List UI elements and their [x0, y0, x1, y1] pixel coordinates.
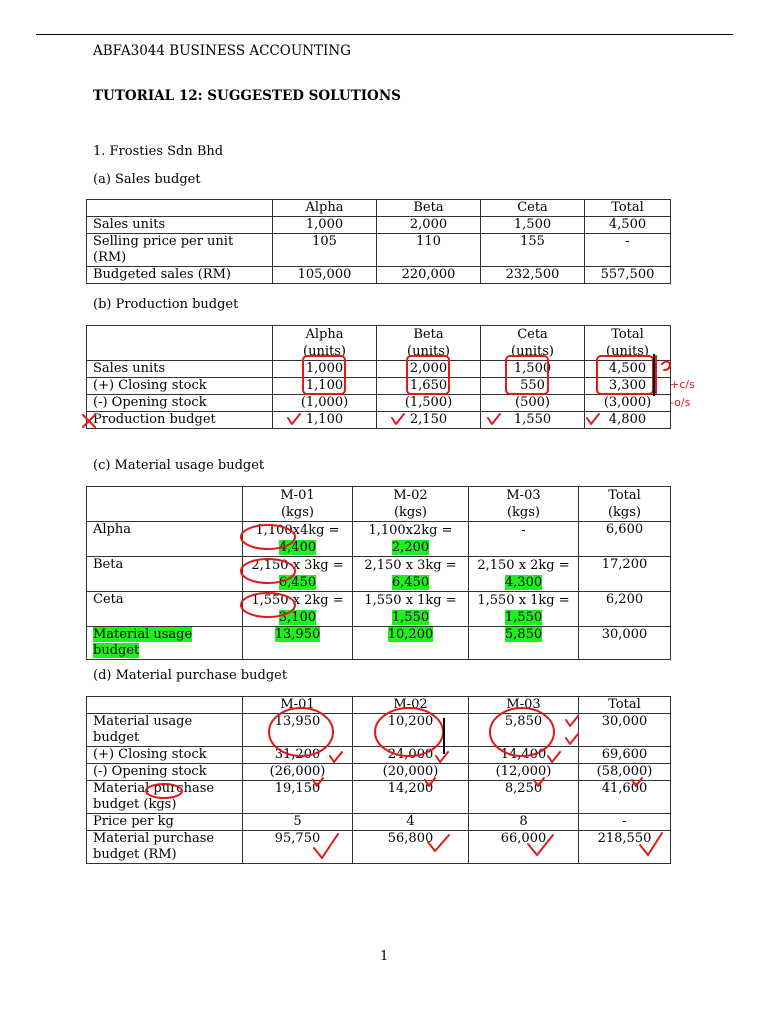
table-cell: 24,000 — [353, 747, 469, 764]
table-cell — [87, 487, 243, 522]
table-row — [87, 814, 671, 831]
row-label: Material usage budget — [87, 714, 243, 747]
table-row — [87, 781, 671, 814]
table-cell: 1,650 — [377, 378, 481, 395]
table-cell: 1,500 — [481, 217, 585, 234]
table-cell: 155 — [481, 234, 585, 267]
table-cell: 8 — [469, 814, 579, 831]
row-label: Selling price per unit (RM) — [87, 234, 273, 267]
table-cell: 105 — [273, 234, 377, 267]
table-cell — [87, 200, 273, 217]
production-budget-heading: (b) Production budget — [93, 297, 239, 312]
table-cell: 2,150 x 3kg = 6,450 — [353, 557, 469, 592]
table-cell: - — [469, 522, 579, 557]
table-cell: (3,000) — [585, 395, 671, 412]
row-label: (+) Closing stock — [87, 378, 273, 395]
table-row — [87, 592, 671, 627]
table-row — [87, 557, 671, 592]
table-row — [87, 217, 671, 234]
table-cell: 8,250 — [469, 781, 579, 814]
question-company: 1. Frosties Sdn Bhd — [93, 144, 224, 159]
column-header-total: Total (units) — [585, 326, 671, 361]
table-cell: 2,000 — [377, 361, 481, 378]
table-cell: 17,200 — [579, 557, 671, 592]
table-cell: (26,000) — [243, 764, 353, 781]
table-cell: 31,200 — [243, 747, 353, 764]
material-purchase-table — [86, 696, 671, 864]
table-cell: 232,500 — [481, 267, 585, 284]
table-cell: 2,150 x 2kg = 4,300 — [469, 557, 579, 592]
table-cell: 6,200 — [579, 592, 671, 627]
table-cell: (58,000) — [579, 764, 671, 781]
table-cell: 110 — [377, 234, 481, 267]
table-row — [87, 395, 671, 412]
table-row — [87, 234, 671, 267]
table-cell: 5,850 — [469, 714, 579, 747]
row-label: (-) Opening stock — [87, 764, 243, 781]
row-label: Production budget — [87, 412, 273, 429]
table-cell: 2,150 x 3kg = 6,450 — [243, 557, 353, 592]
column-header-m01: M-01 — [243, 697, 353, 714]
production-budget-table — [86, 325, 671, 429]
table-cell: 2,000 — [377, 217, 481, 234]
table-cell: 1,100 — [273, 378, 377, 395]
table-cell: 1,500 — [481, 361, 585, 378]
table-cell: 13,950 — [243, 627, 353, 660]
table-cell: (1,000) — [273, 395, 377, 412]
table-row — [87, 627, 671, 660]
closing-stock-note: +c/s — [670, 378, 695, 391]
table-cell: 1,550 x 2kg = 3,100 — [243, 592, 353, 627]
table-cell: 220,000 — [377, 267, 481, 284]
table-cell: 3,300 — [585, 378, 671, 395]
table-cell: (1,500) — [377, 395, 481, 412]
table-cell — [87, 697, 243, 714]
table-cell: 4,800 — [585, 412, 671, 429]
column-header-m03: M-03 (kgs) — [469, 487, 579, 522]
table-cell: 5 — [243, 814, 353, 831]
column-header-m02: M-02 (kgs) — [353, 487, 469, 522]
table-cell — [87, 326, 273, 361]
table-cell: 4 — [353, 814, 469, 831]
table-cell: 10,200 — [353, 627, 469, 660]
table-cell: 19,150 — [243, 781, 353, 814]
table-cell: 105,000 — [273, 267, 377, 284]
table-row — [87, 522, 671, 557]
row-label: Price per kg — [87, 814, 243, 831]
table-cell: 4,500 — [585, 361, 671, 378]
table-cell: 4,500 — [585, 217, 671, 234]
column-header-alpha: Alpha — [273, 200, 377, 217]
table-cell: 30,000 — [579, 714, 671, 747]
table-cell: 218,550 — [579, 831, 671, 864]
table-cell: 1,100x4kg = 4,400 — [243, 522, 353, 557]
table-cell: (500) — [481, 395, 585, 412]
column-header-alpha: Alpha (units) — [273, 326, 377, 361]
table-cell: 95,750 — [243, 831, 353, 864]
row-label: Material purchase budget (RM) — [87, 831, 243, 864]
table-cell: 5,850 — [469, 627, 579, 660]
table-cell: 14,200 — [353, 781, 469, 814]
table-header-row — [87, 487, 671, 522]
table-header-row — [87, 326, 671, 361]
row-label: Sales units — [87, 217, 273, 234]
table-cell: 10,200 — [353, 714, 469, 747]
row-label: Sales units — [87, 361, 273, 378]
course-title: ABFA3044 BUSINESS ACCOUNTING — [93, 43, 351, 59]
table-row — [87, 747, 671, 764]
column-header-m03: M-03 — [469, 697, 579, 714]
table-cell: - — [585, 234, 671, 267]
column-header-beta: Beta — [377, 200, 481, 217]
material-usage-table — [86, 486, 671, 660]
opening-stock-note: -o/s — [670, 396, 691, 409]
table-row — [87, 714, 671, 747]
page-number: 1 — [380, 949, 389, 964]
row-label: Ceta — [87, 592, 243, 627]
table-cell: 1,100x2kg = 2,200 — [353, 522, 469, 557]
table-cell: 1,550 x 1kg = 1,550 — [469, 592, 579, 627]
column-header-m01: M-01 (kgs) — [243, 487, 353, 522]
table-header-row — [87, 697, 671, 714]
tutorial-title: TUTORIAL 12: SUGGESTED SOLUTIONS — [93, 88, 401, 104]
table-cell: 30,000 — [579, 627, 671, 660]
column-header-total: Total (kgs) — [579, 487, 671, 522]
table-row — [87, 267, 671, 284]
column-header-ceta: Ceta (units) — [481, 326, 585, 361]
row-label: Material usage budget — [87, 627, 243, 660]
column-header-total: Total — [585, 200, 671, 217]
table-cell: 1,550 x 1kg = 1,550 — [353, 592, 469, 627]
table-cell: (20,000) — [353, 764, 469, 781]
table-cell: 1,550 — [481, 412, 585, 429]
table-row — [87, 361, 671, 378]
table-row — [87, 412, 671, 429]
table-cell: 1,000 — [273, 217, 377, 234]
table-cell: 69,600 — [579, 747, 671, 764]
material-purchase-heading: (d) Material purchase budget — [93, 668, 288, 683]
text-cursor — [653, 354, 655, 396]
material-usage-heading: (c) Material usage budget — [93, 458, 265, 473]
row-label: Material purchase budget (kgs) — [87, 781, 243, 814]
column-header-ceta: Ceta — [481, 200, 585, 217]
table-cell: 56,800 — [353, 831, 469, 864]
table-cell: 13,950 — [243, 714, 353, 747]
table-header-row — [87, 200, 671, 217]
table-row — [87, 831, 671, 864]
table-row — [87, 378, 671, 395]
table-cell: - — [579, 814, 671, 831]
table-cell: 550 — [481, 378, 585, 395]
row-label: Alpha — [87, 522, 243, 557]
table-row — [87, 764, 671, 781]
table-cell: 2,150 — [377, 412, 481, 429]
table-cell: 557,500 — [585, 267, 671, 284]
row-label: Budgeted sales (RM) — [87, 267, 273, 284]
row-label: (-) Opening stock — [87, 395, 273, 412]
table-cell: 1,100 — [273, 412, 377, 429]
table-cell: 1,000 — [273, 361, 377, 378]
header-rule — [36, 34, 733, 35]
table-cell: (12,000) — [469, 764, 579, 781]
sales-budget-heading: (a) Sales budget — [93, 172, 201, 187]
row-label: (+) Closing stock — [87, 747, 243, 764]
column-header-beta: Beta (units) — [377, 326, 481, 361]
sales-budget-table — [86, 199, 671, 284]
table-cell: 14,400 — [469, 747, 579, 764]
table-cell: 66,000 — [469, 831, 579, 864]
table-cell: 6,600 — [579, 522, 671, 557]
row-label: Beta — [87, 557, 243, 592]
column-header-m02: M-02 — [353, 697, 469, 714]
column-header-total: Total — [579, 697, 671, 714]
table-cell: 41,600 — [579, 781, 671, 814]
text-cursor — [443, 718, 445, 754]
